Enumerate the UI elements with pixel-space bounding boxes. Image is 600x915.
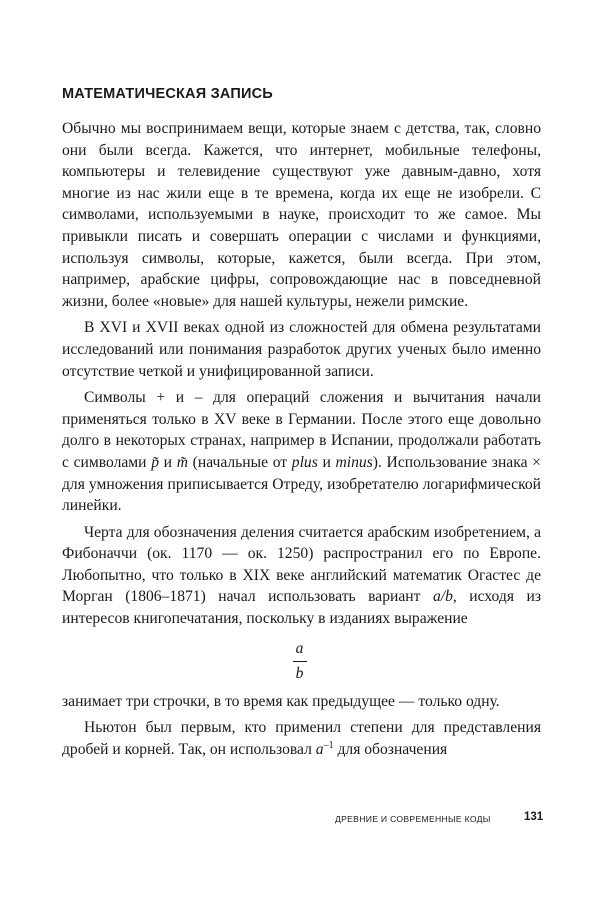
running-head: ДРЕВНИЕ И СОВРЕМЕННЫЕ КОДЫ [335, 814, 491, 824]
power-exponent: –1 [323, 739, 334, 751]
inline-a-over-b: a/b [432, 588, 453, 606]
section-heading: МАТЕМАТИЧЕСКАЯ ЗАПИСЬ [62, 86, 273, 102]
paragraph-1: Обычно мы воспринимаем вещи, которые знаем с детства, так, словно они были всегда. Кажется, что интернет, мобильные телефоны, компьютеры и телевидение существуют уже давным-давно, хотя многие из нас жили еще в те времена, когда их еще не изобрели. С символами, используемыми в науке, происходит то же самое. Мы привыкли писать и совершать операции с числами и функциями, используя символы, которые, кажется, были всегда. При этом, например, арабские цифры, сопровождающие нас в повседневной жизни, более «новые» для нашей культуры, нежели римские. [62, 120, 541, 310]
fraction-denominator: b [295, 664, 304, 682]
body-text [62, 118, 541, 760]
paragraph-3: Символы + и – для операций сложения и вычитания начали применяться только в XV веке в Германии. После этого еще довольно долго в некоторых странах, например в Испании, продолжали работать с символами p̃ и m̃ (начальные от plus и minus). Использование знака × для умножения приписывается Отреду, изобретателю логарифмической линейки. [62, 389, 541, 515]
fraction-a-over-b [280, 640, 320, 683]
word-minus: minus [335, 453, 373, 471]
page-number: 131 [524, 811, 544, 823]
paragraph-5: занимает три строчки, в то время как предыдущее — только одну. [62, 692, 500, 710]
symbol-p-tilde: p̃ [151, 453, 159, 471]
page-footer [0, 810, 600, 830]
paragraph-4: Черта для обозначения деления считается арабским изобретением, а Фибоначчи (ок. 1170 — ок. 1250) распространил его по Европе. Любопытно, что только в XIX веке английский математик Огастес де Морган (1806–1871) начал использовать вариант a/b, исходя из интересов книгопечатания, поскольку в изданиях выражение [62, 523, 541, 628]
symbol-m-tilde: m̃ [176, 453, 188, 471]
power-base: a [315, 740, 324, 758]
fraction-bar [293, 661, 307, 662]
fraction-numerator: a [295, 639, 304, 657]
paragraph-2: В XVI и XVII веках одной из сложностей для обмена результатами исследований или понимания разработок других ученых было именно отсутствие четкой и унифицированной записи. [62, 319, 541, 380]
word-plus: plus [291, 453, 318, 471]
paragraph-6: Ньютон был первым, кто применил степени для представления дробей и корней. Так, он использовал $a^{-1}$ для обозначения [62, 719, 541, 758]
